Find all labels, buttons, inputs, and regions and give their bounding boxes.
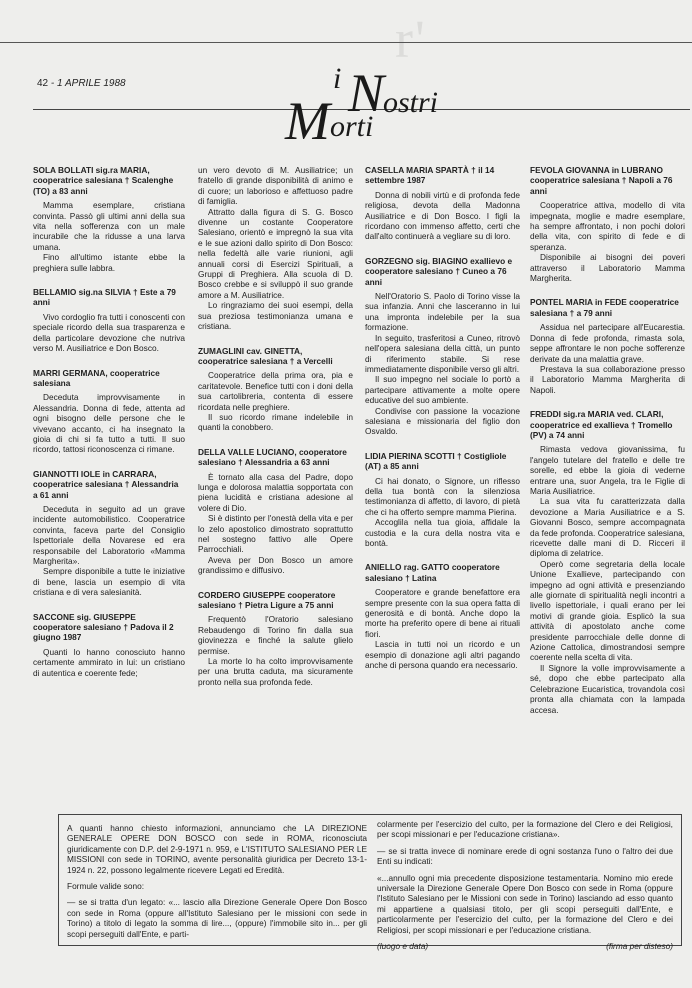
obituary-heading: GORZEGNO sig. BIAGINO exallievo e cooperatore salesiano † Cuneo a 76 anni bbox=[365, 255, 513, 287]
notice-left-column bbox=[67, 823, 367, 945]
column-4 bbox=[530, 165, 685, 729]
top-rule bbox=[0, 42, 692, 43]
obituary-heading: ZUMAGLINI cav. GINETTA, cooperatrice salesiana † a Vercelli bbox=[198, 345, 333, 366]
obituary-heading: LIDIA PIERINA SCOTTI † Costigliole (AT) a 85 anni bbox=[365, 450, 507, 472]
obituary-heading: FREDDI sig.ra MARIA ved. CLARI, cooperatrice ed exallieva † Tromello (PV) a 74 anni bbox=[530, 409, 673, 440]
notice-paragraph: A quanti hanno chiesto informazioni, annunciamo che LA DIREZIONE GENERALE OPERE DON BOSCO con sede in ROMA, riconosciuta giuridicamente con D.P. del 2-9-1971 n. 959, e L'ISTITUTO SALESIANO PER LE MISSIONI con sede in TORINO, avente personalità giuridica per Decreto 13-1-1924 n. 22, possono legalmente ricevere Legati ed Eredità. bbox=[67, 823, 367, 875]
obituary-entry bbox=[530, 165, 685, 283]
title-N: N bbox=[348, 63, 385, 123]
obituary-paragraph: Mamma esemplare, cristiana convinta. Passò gli ultimi anni della sua vita nella sofferenza con un male incurabile che la ridusse a una larva umana. bbox=[33, 200, 185, 252]
obituary-heading: CASELLA MARIA SPARTÀ † il 14 settembre 1987 bbox=[365, 165, 495, 186]
signature-label: (firma per disteso) bbox=[606, 941, 673, 952]
column-3 bbox=[365, 165, 520, 684]
obituary-paragraph: Il suo impegno nel sociale lo portò a partecipare attivamente a molte opere educative del suo ambiente. bbox=[365, 374, 520, 406]
obituary-paragraph: Cooperatrice della prima ora, pia e caritatevole. Benefice tutti con i doni della sua cartolibreria, contenta di essere ricordata nelle preghiere. bbox=[198, 370, 353, 412]
title-M: M bbox=[285, 91, 330, 151]
obituary-heading: SOLA BOLLATI sig.ra MARIA, cooperatrice salesiana † Scalenghe (TO) a 83 anni bbox=[33, 165, 174, 196]
page-number: 42 bbox=[37, 78, 49, 89]
legacy-notice-box bbox=[58, 814, 682, 952]
obituary-paragraph: Fino all'ultimo istante ebbe la preghiera sulle labbra. bbox=[33, 252, 185, 273]
obituary-paragraph: Sempre disponibile a tutte le iniziative di bene, lascia un esempio di vita cristiana e di vera salesianità. bbox=[33, 566, 185, 598]
obituary-heading: SACCONE sig. GIUSEPPE cooperatore salesiano † Padova il 2 giugno 1987 bbox=[33, 611, 174, 643]
obituary-entry bbox=[33, 165, 185, 273]
obituary-paragraph: Cooperatore e grande benefattore era sempre presente con la sua opera fatta di generosità e di bontà. Anche dopo la morte ha preferito opere di bene ai rituali fiori. bbox=[365, 587, 520, 639]
obituary-entry bbox=[198, 590, 353, 688]
page-info: 42 - 1 APRILE 1988 bbox=[37, 78, 126, 89]
obituary-paragraph: In seguito, trasferitosi a Cuneo, ritrovò nell'opera salesiana della città, un punto di riferimento stabile. Si rese immediatamente disponibile verso gli altri. bbox=[365, 332, 520, 374]
place-date-label: (luogo e data) bbox=[377, 941, 429, 952]
issue-date: 1 APRILE 1988 bbox=[57, 78, 126, 89]
obituary-entry bbox=[33, 368, 185, 455]
obituary-paragraph: Assidua nel partecipare all'Eucarestia. Donna di fede profonda, rimasta sola, seppe affrontare le non poche sofferenze derivate da una malattia grave. bbox=[530, 322, 685, 364]
obituary-paragraph: Vivo cordoglio fra tutti i conoscenti con speciale ricordo della sua trasparenza e della particolare devozione che nutriva verso M. Ausiliatrice e Don Bosco. bbox=[33, 311, 185, 354]
obituary-paragraph: Prestava la sua collaborazione presso il Laboratorio Mamma Margherita di Napoli. bbox=[530, 363, 685, 395]
obituary-paragraph: Rimasta vedova giovanissima, fu l'angelo tutelare del fratello e delle tre sorelle, ed ebbe la gioia di vederne entrare una, suor Angela, tra le Figlie di Maria Ausiliatrice. bbox=[530, 444, 685, 496]
obituary-paragraph: Il suo ricordo rimane indelebile in quanti la conobbero. bbox=[198, 411, 353, 433]
notice-paragraph: «...annullo ogni mia precedente disposizione testamentaria. Nomino mio erede universale la Direzione Generale Opere Don Bosco con sede in Roma (oppure l'Istituto Salesiano per le Missioni con sede in Torino) lasciando ad esso quanto mi appartiene a qualsiasi titolo, per gli scopi perseguiti dall'Ente, e particolarmente per l'esercizio del culto, per la formazione del Clero e dei Religiosi, per scopi missionari e per l'educazione cristiana. bbox=[377, 872, 673, 935]
obituary-heading: GIANNOTTI IOLE in CARRARA, cooperatrice salesiana † Alessandria a 61 anni bbox=[33, 468, 179, 500]
obituary-paragraph: La morte lo ha colto improvvisamente per una brutta caduta, ma sicuramente pronto nella sua profonda fede. bbox=[198, 656, 353, 687]
obituary-entry bbox=[365, 451, 520, 549]
obituary-heading: FEVOLA GIOVANNA in LUBRANO cooperatrice salesiana † Napoli a 76 anni bbox=[530, 165, 673, 196]
title-i: i bbox=[333, 62, 342, 95]
obituary-paragraph: Nell'Oratorio S. Paolo di Torino visse la sua infanzia. Anni che lasceranno in lui una impronta indelebile per la sua formazione. bbox=[365, 291, 520, 333]
obituary-paragraph: Ci hai donato, o Signore, un riflesso della tua bontà con la silenziosa testimonianza di affetto, di lavoro, di pietà che ci ha offerto sempre mamma Pierina. bbox=[365, 475, 520, 517]
obituary-entry bbox=[530, 409, 685, 715]
obituary-entry bbox=[33, 469, 185, 598]
obituary-heading: BELLAMIO sig.na SILVIA † Este a 79 anni bbox=[33, 287, 176, 308]
obituary-heading: PONTEL MARIA in FEDE cooperatrice salesiana † a 79 anni bbox=[530, 297, 679, 318]
obituary-paragraph: Attratto dalla figura di S. G. Bosco divenne un costante Cooperatore Salesiano, orientò e impregnò la sua vita e le sue azioni dallo spirito di Don Bosco: nella fedeltà alle varie riunioni, agli annuali corsi di Esercizi Spirituali, a Gruppi di Preghiera. Alla scuola di D. Bosco crebbe e si sviluppò il suo grande amore a M. Ausiliatrice. bbox=[198, 206, 353, 300]
title-orti: orti bbox=[330, 110, 374, 143]
obituary-paragraph: È tornato alla casa del Padre, dopo lunga e dolorosa malattia sopportata con piena lucidità e cristiana adesione al volere di Dio. bbox=[198, 471, 353, 513]
obituary-entry bbox=[530, 297, 685, 395]
obituary-heading: ANIELLO rag. GATTO cooperatore salesiano † Latina bbox=[365, 562, 500, 583]
obituary-paragraph: Il Signore la volle improvvisamente a sé, dopo che ebbe partecipato alla Celebrazione Eucaristica, trovandola così pronta alla chiamata con la lampada accesa. bbox=[530, 662, 685, 715]
obituary-paragraph: Quanti lo hanno conosciuto hanno certamente ammirato in lui: un cristiano di autentica e coerente fede; bbox=[33, 646, 185, 678]
obituary-paragraph: La sua vita fu caratterizzata dalla devozione a Maria Ausiliatrice e a S. Giovanni Bosco, sempre accompagnata da fede profonda. Cooperatrice salesiana, ricevette dalle mani di D. Ricceri il diploma di zelatrice. bbox=[530, 496, 685, 559]
notice-paragraph: — se si tratta d'un legato: «... lascio alla Direzione Generale Opere Don Bosco con sede in Roma (oppure all'Istituto Salesiano per le missioni con sede in Torino) a titolo di legato la somma di lire..., (oppure) l'immobile sito in... per gli scopi perseguiti dall'Ente, e parti- bbox=[67, 897, 367, 939]
notice-paragraph: — se si tratta invece di nominare erede di ogni sostanza l'uno o l'altro dei due Enti su indicati: bbox=[377, 845, 673, 867]
column-1 bbox=[33, 165, 185, 692]
obituary-paragraph: Accoglila nella tua gioia, affidale la custodia e la cura della nostra vita e bontà. bbox=[365, 517, 520, 548]
notice-paragraph: colarmente per l'esercizio del culto, per la formazione del Clero e dei Religiosi, per scopi missionari e per l'educazione cristiana». bbox=[377, 819, 673, 840]
obituary-entry bbox=[365, 256, 520, 437]
obituary-entry bbox=[365, 562, 520, 670]
obituary-entry bbox=[198, 165, 353, 332]
title-ostri: ostri bbox=[383, 86, 439, 119]
obituary-heading: CORDERO GIUSEPPE cooperatore salesiano † Pietra Ligure a 75 anni bbox=[198, 589, 336, 611]
obituary-paragraph: Frequentò l'Oratorio salesiano Rebaudengo di Torino fin dalla sua giovinezza e finché la salute glielo permise. bbox=[198, 614, 353, 656]
obituary-entry bbox=[198, 346, 353, 433]
obituary-paragraph: Cooperatrice attiva, modello di vita impegnata, moglie e madre esemplare, ha sempre affrontato, i non pochi dolori della vita, con spirito di fede e di speranza. bbox=[530, 200, 685, 252]
obituary-entry bbox=[198, 447, 353, 576]
section-title bbox=[285, 62, 460, 151]
obituary-paragraph: Aveva per Don Bosco un amore grandissimo e diffusivo. bbox=[198, 554, 353, 576]
notice-paragraph: Formule valide sono: bbox=[67, 881, 145, 892]
obituary-paragraph: Si è distinto per l'onestà della vita e per lo zelo apostolico dimostrato soprattutto nel sostegno fattivo alle Opere Parrocchiali. bbox=[198, 513, 353, 555]
obituary-paragraph: Deceduta in seguito ad un grave incidente automobilistico. Cooperatrice convinta, faceva parte del Consiglio Ispettoriale della Novarese ed era responsabile del Laboratorio «Mamma Margherita». bbox=[33, 503, 185, 566]
column-2 bbox=[198, 165, 353, 701]
obituary-paragraph: Operò come segretaria della locale Unione Exallieve, partecipando con impegno ad ogni attività e presenziando alle giornate di spiritualità negli incontri a livello ispettoriale, i quali erano per lei motivi di grande gioia. Esplicò la sua attività di apostolato anche come presidente parrocchiale delle donne di Azione Cattolica, dimostrandosi sempre coerente nella scelta di vita. bbox=[530, 558, 685, 663]
obituary-entry bbox=[33, 287, 185, 353]
obituary-heading: MARRI GERMANA, cooperatrice salesiana bbox=[33, 367, 160, 388]
obituary-paragraph: Condivise con passione la vocazione salesiana e missionaria del figlio don Osvaldo. bbox=[365, 405, 520, 437]
obituary-paragraph: Disponibile ai bisogni dei poveri attraverso il Laboratorio Mamma Margherita. bbox=[530, 252, 685, 284]
obituary-paragraph: Lo ringraziamo dei suoi esempi, della sua preziosa testimonianza umana e cristiana. bbox=[198, 300, 353, 332]
signature-line bbox=[377, 941, 673, 951]
obituary-paragraph: Lascia in tutti noi un ricordo e un esempio di donazione agli altri pagando anche di persona quando era necessario. bbox=[365, 639, 520, 671]
obituary-paragraph: Donna di nobili virtù e di profonda fede religiosa, devota della Madonna Ausiliatrice e di Don Bosco. I figli la ricordano con immenso affetto, certi che dall'alto continuerà a vegliare su di loro. bbox=[365, 189, 520, 242]
obituary-entry bbox=[365, 165, 520, 242]
obituary-heading: DELLA VALLE LUCIANO, cooperatore salesiano † Alessandria a 63 anni bbox=[198, 446, 347, 468]
faded-background-lettering: r' bbox=[395, 9, 427, 69]
notice-right-column bbox=[377, 819, 673, 951]
obituary-entry bbox=[33, 612, 185, 678]
obituary-paragraph: un vero devoto di M. Ausiliatrice; un fratello di grande disponibilità di animo e di cuore; un laborioso e affettuoso padre di famiglia. bbox=[198, 165, 353, 207]
obituary-paragraph: Deceduta improvvisamente in Alessandria. Donna di fede, attenta ad ogni bisogno delle persone che le vivevano accanto, ci ha insegnato la gioia di chi si fa tutto a tutti. Il suo ricordo, tattosi riconoscenza ci rimane. bbox=[33, 392, 185, 455]
